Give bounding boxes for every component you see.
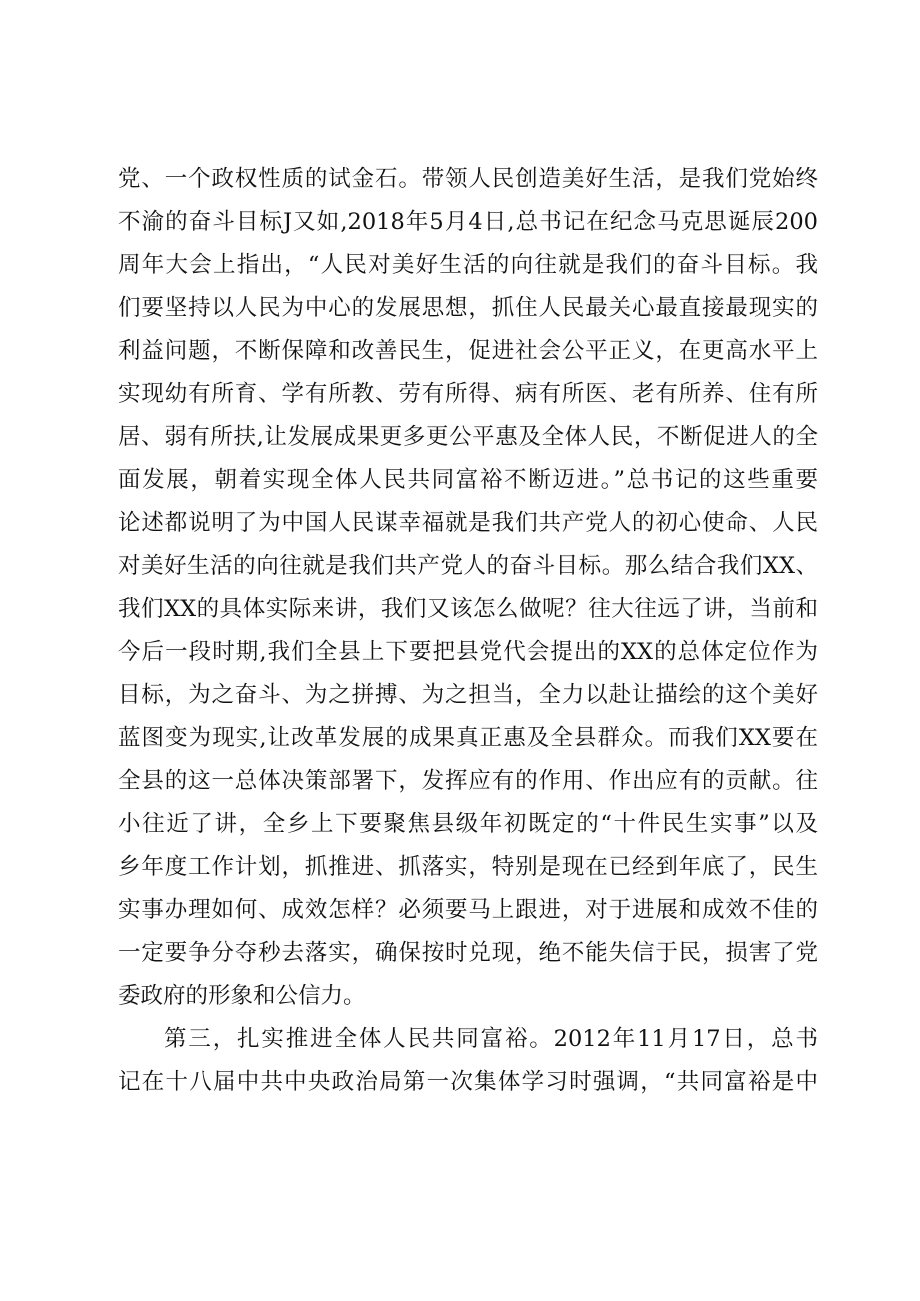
text-line: 论述都说明了为中国人民谋幸福就是我们共产党人的初心使命、人民 — [118, 510, 818, 536]
text-line: 乡年度工作计划，抓推进、抓落实，特别是现在已经到年底了，民生 — [118, 854, 818, 880]
text-line: 们要坚持以人民为中心的发展思想，抓住人民最关心最直接最现实的 — [118, 295, 818, 321]
text-line: 党、一个政权性质的试金石。带领人民创造美好生活，是我们党始终 — [118, 166, 818, 192]
text-line: 目标，为之奋斗、为之拼搏、为之担当，全力以赴让描绘的这个美好 — [118, 682, 818, 708]
text-line: 居、弱有所扶,让发展成果更多更公平惠及全体人民，不断促进人的全 — [118, 424, 818, 450]
text-line: 蓝图变为现实,让改革发展的成果真正惠及全县群众。而我们XX要在 — [118, 725, 818, 751]
text-line: 全县的这一总体决策部署下，发挥应有的作用、作出应有的贡献。往 — [118, 768, 818, 794]
text-line: 一定要争分夺秒去落实，确保按时兑现，绝不能失信于民，损害了党 — [118, 940, 818, 966]
text-line: 实现幼有所育、学有所教、劳有所得、病有所医、老有所养、住有所 — [118, 381, 818, 407]
text-line: 我们XX的具体实际来讲，我们又该怎么做呢？往大往远了讲，当前和 — [118, 596, 818, 622]
text-line: 实事办理如何、成效怎样？必须要马上跟进，对于进展和成效不佳的 — [118, 897, 818, 923]
text-line: 委政府的形象和公信力。 — [118, 983, 366, 1009]
paragraph-start-line: 第三，扎实推进全体人民共同富裕。2012年11月17日，总书 — [164, 1026, 818, 1052]
text-line: 不渝的奋斗目标J又如,2018年5月4日,总书记在纪念马克思诞辰200 — [118, 209, 818, 235]
text-line: 对美好生活的向往就是我们共产党人的奋斗目标。那么结合我们XX、 — [118, 553, 818, 579]
text-line: 今后一段时期,我们全县上下要把县党代会提出的XX的总体定位作为 — [118, 639, 818, 665]
text-line: 周年大会上指出，“人民对美好生活的向往就是我们的奋斗目标。我 — [118, 252, 818, 278]
text-line: 面发展，朝着实现全体人民共同富裕不断迈进。”总书记的这些重要 — [118, 467, 818, 493]
body-text — [118, 158, 818, 1104]
text-line: 利益问题，不断保障和改善民生，促进社会公平正义，在更高水平上 — [118, 338, 818, 364]
text-line: 小往近了讲，全乡上下要聚焦县级年初既定的“十件民生实事”以及 — [118, 811, 818, 837]
text-line: 记在十八届中共中央政治局第一次集体学习时强调，“共同富裕是中 — [118, 1069, 818, 1095]
